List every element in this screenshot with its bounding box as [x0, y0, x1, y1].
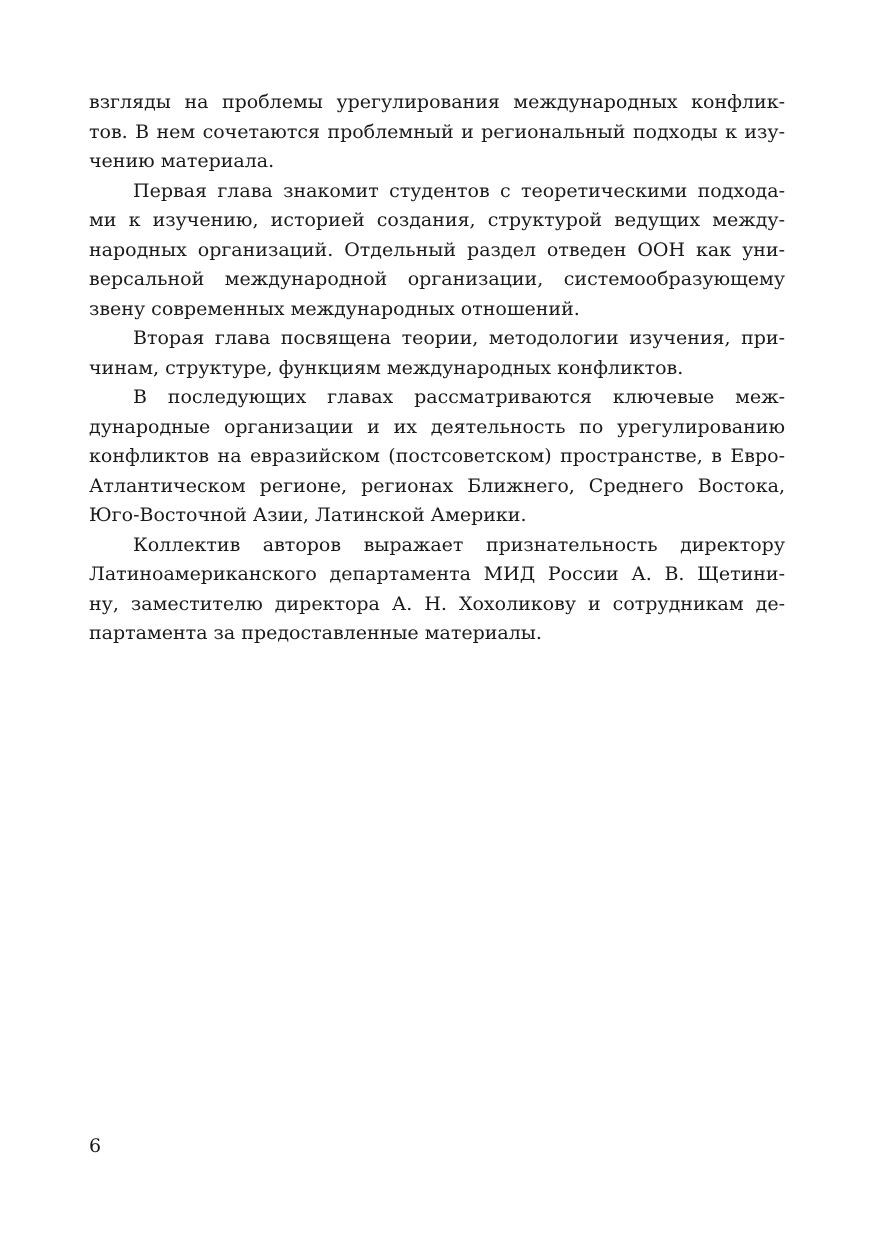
text-line: В последующих главах рассматриваются ключевые меж- [133, 386, 785, 408]
text-line: дународные организации и их деятельность по урегулированию [89, 415, 785, 438]
page-number: 6 [89, 1135, 102, 1157]
text-line: народных организаций. Отдельный раздел отведен ООН как уни- [89, 238, 785, 261]
text-line: ми к изучению, историей создания, структурой ведущих между- [89, 209, 785, 231]
text-line: Юго-Восточной Азии, Латинской Америки. [89, 504, 527, 526]
text-line: Вторая глава посвящена теории, методологии изучения, при- [133, 327, 785, 349]
paragraph [89, 531, 785, 649]
text-line: Атлантическом регионе, регионах Ближнего, Среднего Востока, [89, 474, 785, 497]
text-line: партамента за предоставленные материалы. [89, 622, 542, 644]
text-line: ну, заместителю директора А. Н. Хохоликову и сотрудникам де- [89, 592, 785, 615]
paragraph [89, 324, 785, 383]
text-line: тов. В нем сочетаются проблемный и региональный подходы к изу- [89, 120, 785, 143]
text-line: версальной международной организации, системообразующему [89, 268, 785, 290]
paragraph [89, 177, 785, 325]
text-line: Коллектив авторов выражает признательность директору [133, 533, 785, 556]
text-line: взгляды на проблемы урегулирования международных конфлик- [89, 91, 785, 113]
paragraph [89, 88, 785, 177]
body-text [89, 88, 785, 649]
text-line: звену современных международных отношений. [89, 297, 580, 320]
text-line: чинам, структуре, функциям международных конфликтов. [89, 356, 684, 379]
text-line: Первая глава знакомит студентов с теоретическими подхода- [133, 179, 785, 202]
text-line: чению материала. [89, 150, 275, 172]
text-line: Латиноамериканского департамента МИД России А. В. Щетини- [89, 563, 785, 585]
text-line: конфликтов на евразийском (постсоветском) пространстве, в Евро- [89, 445, 785, 467]
paragraph [89, 383, 785, 531]
